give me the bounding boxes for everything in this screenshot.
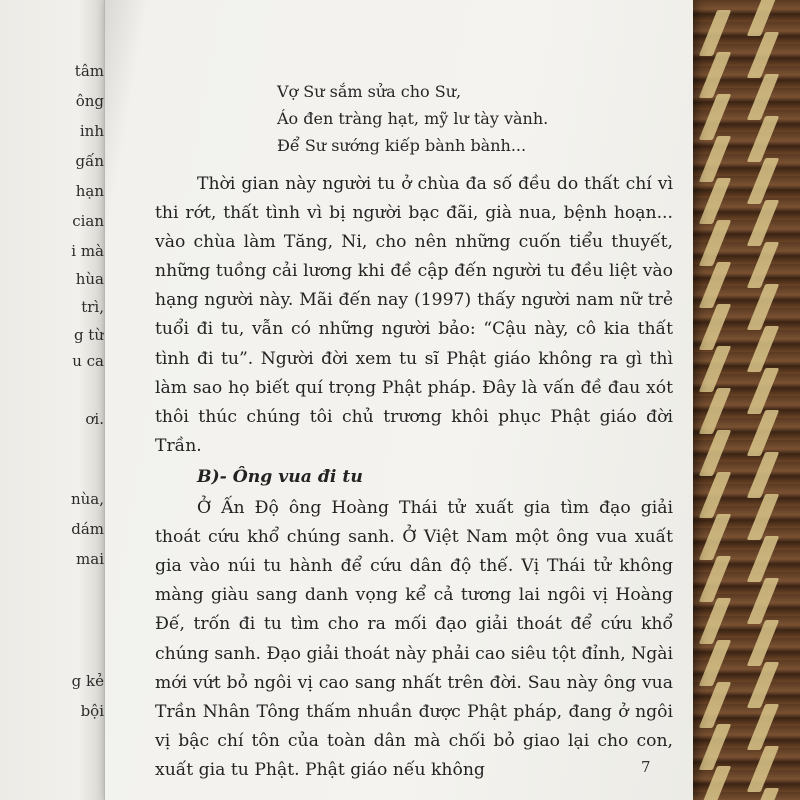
mat-stripe bbox=[747, 452, 780, 498]
mat-stripe bbox=[747, 704, 780, 750]
mat-stripe bbox=[699, 766, 732, 800]
mat-stripe bbox=[699, 388, 732, 434]
left-page-fragment: cian bbox=[72, 212, 104, 230]
mat-stripe bbox=[699, 430, 732, 476]
left-page-fragment: hạn bbox=[75, 182, 104, 200]
mat-stripe bbox=[747, 620, 780, 666]
mat-stripe bbox=[699, 472, 732, 518]
mat-stripe bbox=[747, 284, 780, 330]
mat-stripe bbox=[699, 556, 732, 602]
left-page-fragment: nùa, bbox=[70, 490, 104, 508]
mat-stripe bbox=[699, 598, 732, 644]
mat-stripe bbox=[747, 662, 780, 708]
mat-stripe bbox=[747, 410, 780, 456]
mat-stripe bbox=[699, 94, 732, 140]
mat-stripe bbox=[747, 32, 780, 78]
left-page-fragment: trì, bbox=[81, 298, 104, 316]
mat-stripe bbox=[747, 74, 780, 120]
mat-stripe bbox=[699, 724, 732, 770]
left-page-fragment: dám bbox=[71, 520, 104, 538]
mat-stripe bbox=[699, 262, 732, 308]
left-page-fragment: u ca bbox=[72, 352, 104, 370]
mat-stripe bbox=[699, 178, 732, 224]
mat-stripe bbox=[747, 158, 780, 204]
section-heading: B)- Ông vua đi tu bbox=[197, 466, 363, 487]
page-number: 7 bbox=[641, 758, 651, 776]
mat-stripe bbox=[699, 304, 732, 350]
left-page-fragment: hùa bbox=[75, 270, 104, 288]
mat-stripe bbox=[699, 10, 732, 56]
body-text bbox=[155, 170, 673, 785]
left-page bbox=[0, 0, 112, 800]
left-page-fragment: inh bbox=[79, 122, 104, 140]
paragraph-1: Thời gian này người tu ở chùa đa số đều do thất chí vì thi rớt, thất tình vì bị người bạc đãi, già nua, bệnh hoạn... vào chùa làm Tăng, Ni, cho nên những cuốn tiểu thuyết, những tuồng cải lương khi đề cập đến người tu đều liệt vào hạng người này. Mãi đến nay (1997) thấy người nam nữ trẻ tuổi đi tu, vẫn có những người bảo: “Cậu này, cô kia thất tình đi tu”. Người đời xem tu sĩ Phật giáo không ra gì thì làm sao họ biết quí trọng Phật pháp. Đây là vấn đề đau xót thôi thúc chúng tôi chủ trương khôi phục Phật giáo đời Trần. bbox=[155, 174, 673, 456]
poem bbox=[277, 78, 548, 159]
mat-stripe bbox=[747, 578, 780, 624]
poem-line-3: Để Sư sướng kiếp bành bành... bbox=[277, 136, 527, 155]
mat-stripe bbox=[699, 220, 732, 266]
left-page-fragment: gấn bbox=[75, 152, 104, 170]
left-page-fragment: g từ bbox=[73, 326, 104, 344]
left-page-fragment: ơi. bbox=[85, 410, 104, 428]
book-page bbox=[104, 0, 693, 800]
poem-line-1: Vợ Sư sắm sửa cho Sư, bbox=[277, 82, 462, 101]
poem-line-2: Áo đen tràng hạt, mỹ lư tày vành. bbox=[277, 109, 549, 128]
left-page-fragment: mai bbox=[76, 550, 104, 568]
left-page-fragment: g kẻ bbox=[71, 672, 104, 690]
mat-stripe bbox=[747, 368, 780, 414]
mat-stripe bbox=[699, 682, 732, 728]
mat-stripe bbox=[699, 52, 732, 98]
mat-stripe bbox=[699, 346, 732, 392]
left-page-fragment: i mà bbox=[71, 242, 104, 260]
left-page-fragment: tâm bbox=[74, 62, 104, 80]
mat-stripe bbox=[747, 200, 780, 246]
left-page-fragment: bội bbox=[80, 702, 104, 720]
mat-stripe bbox=[747, 536, 780, 582]
mat-stripe bbox=[747, 326, 780, 372]
mat-stripe bbox=[747, 494, 780, 540]
mat-stripe bbox=[699, 136, 732, 182]
paragraph-2: Ở Ấn Độ ông Hoàng Thái tử xuất gia tìm đạo giải thoát cứu khổ chúng sanh. Ở Việt Nam một ông vua xuất gia vào núi tu hành để cứu dân độ thế. Vị Thái tử không màng giàu sang danh vọng kể cả tương lai ngôi vị Hoàng Đế, trốn đi tu tìm cho ra mối đạo giải thoát để cứu khổ chúng sanh. Đạo giải thoát này phải cao siêu tột đỉnh, Ngài mới vứt bỏ ngôi vị cao sang nhất trên đời. Sau này ông vua Trần Nhân Tông thấm nhuần được Phật pháp, đang ở ngôi vị bậc chí tôn của toàn dân mà chối bỏ giao lại cho con, xuất gia tu Phật. Phật giáo nếu không bbox=[155, 498, 673, 780]
mat-stripe bbox=[747, 746, 780, 792]
left-page-fragment: ông bbox=[75, 92, 104, 110]
mat-stripe bbox=[747, 116, 780, 162]
mat-stripe bbox=[747, 242, 780, 288]
mat-stripe bbox=[747, 0, 780, 36]
mat-stripe bbox=[699, 640, 732, 686]
mat-stripe bbox=[699, 514, 732, 560]
